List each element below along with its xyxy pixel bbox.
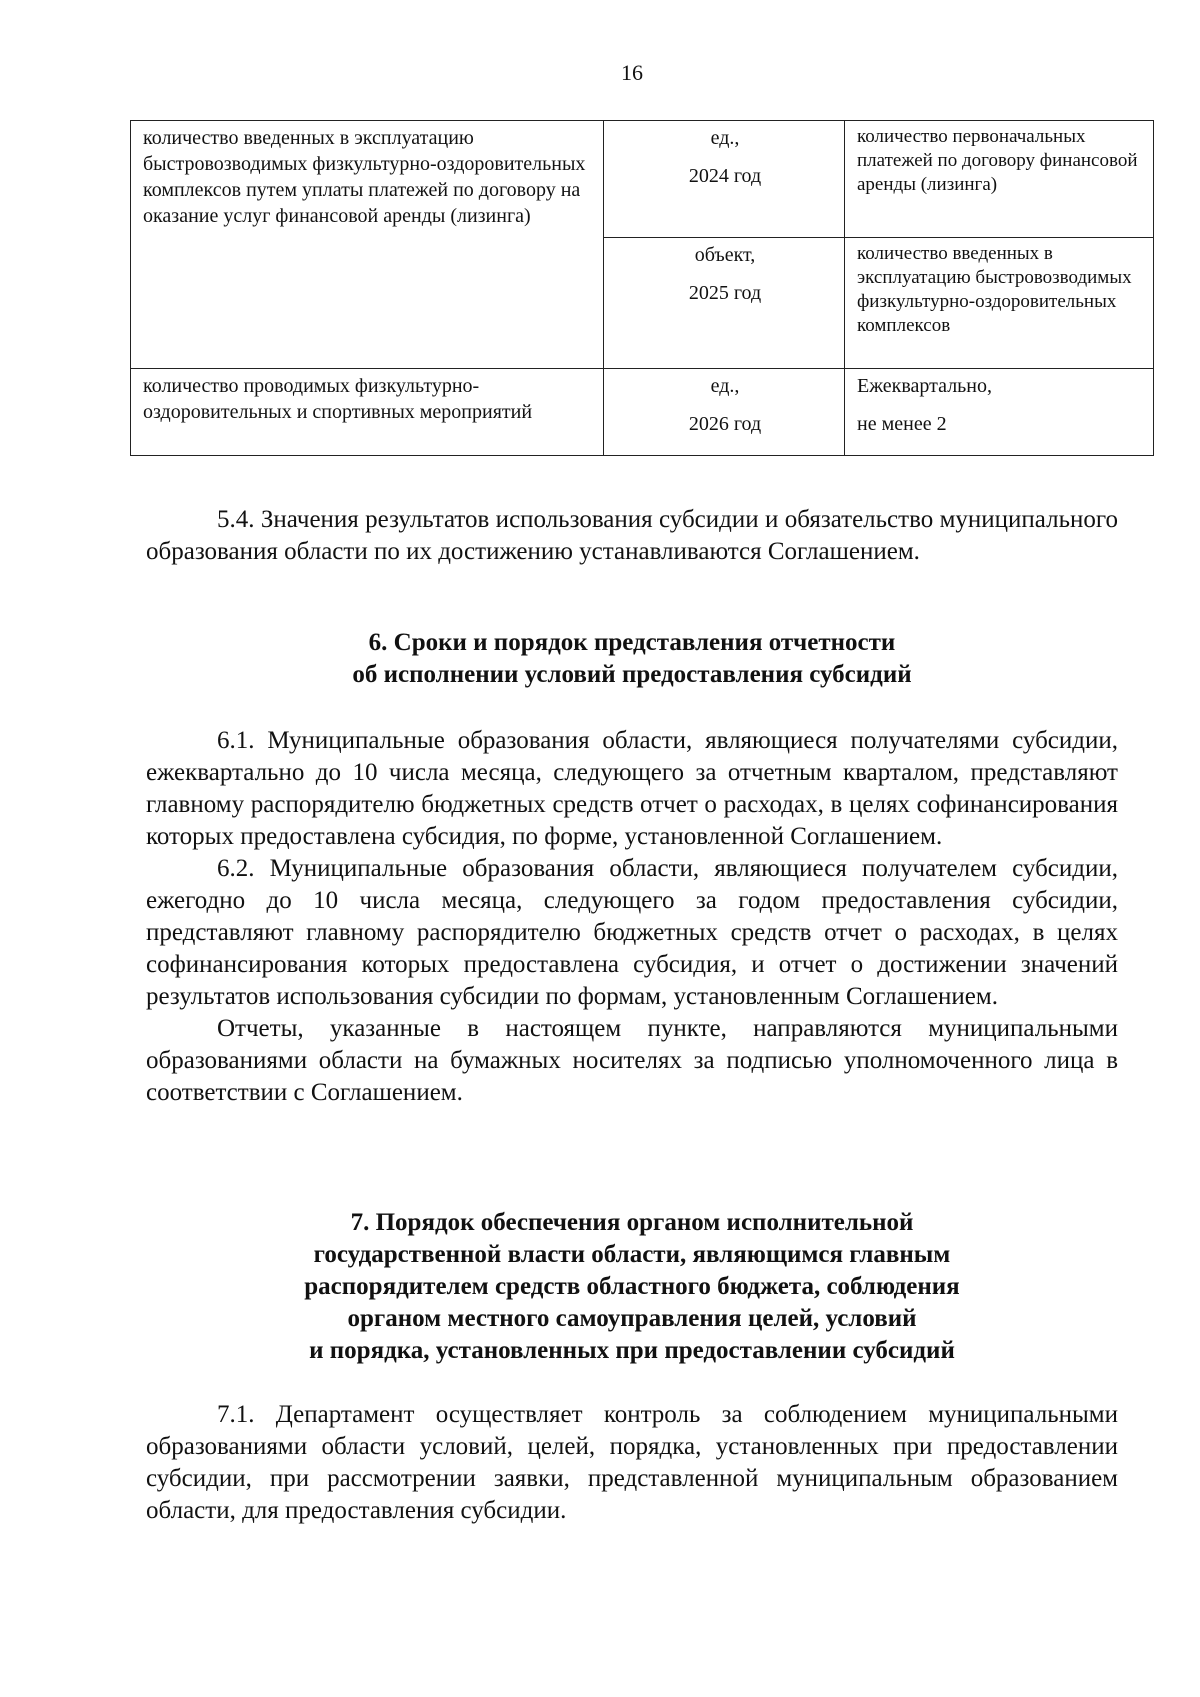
unit-label: ед., [710,127,740,149]
section-6-body [146,725,1118,1109]
paragraph-6-1: 6.1. Муниципальные образования области, являющиеся получателями субсидии, ежеквартально до 10 числа месяца, следующего за отчетным кварталом, представляют главному распорядителю бюджетных средств отчет о расходах, в целях софинансирования которых предоставлена субсидия, по форме, установленной Соглашением. [146,727,1118,850]
unit-year-cell [604,369,845,456]
indicator-cell: количество введенных в эксплуатацию быстровозводимых физкультурно-оздоровительных комплексов путем уплаты платежей по договору на оказание услуг финансовой аренды (лизинга) [131,121,604,369]
heading-line: распорядителем средств областного бюджета, соблюдения [304,1273,960,1300]
minimum-value-label: не менее 2 [857,413,947,435]
heading-line: 6. Сроки и порядок представления отчетности [368,629,896,656]
heading-line: об исполнении условий предоставления субсидий [352,661,912,688]
year-label: 2025 год [688,282,762,304]
frequency-label: Ежеквартально, [857,375,992,397]
table-row [131,121,1154,238]
table-row [131,369,1154,456]
heading-line: органом местного самоуправления целей, условий [347,1305,917,1332]
section-6-heading [146,627,1118,691]
year-label: 2024 год [688,165,762,187]
value-cell [845,369,1154,456]
unit-year-cell [604,121,845,238]
value-cell: количество введенных в эксплуатацию быстровозводимых физкультурно-оздоровительных комплексов [845,238,1154,369]
heading-line: государственной власти области, являющимся главным [313,1241,951,1268]
paragraph-5-4-block [146,504,1118,568]
heading-line: и порядка, установленных при предоставлении субсидий [309,1337,955,1364]
paragraph-5-4: 5.4. Значения результатов использования субсидии и обязательство муниципального образования области по их достижению устанавливаются Соглашением. [146,506,1118,565]
results-table [130,120,1154,456]
section-7-body [146,1399,1118,1527]
unit-year-cell [604,238,845,369]
unit-label: ед., [710,375,740,397]
year-label: 2026 год [688,413,762,435]
unit-label: объект, [694,244,756,266]
paragraph-6-2: 6.2. Муниципальные образования области, являющиеся получателем субсидии, ежегодно до 10 числа месяца, следующего за годом предоставления субсидии, представляют главному распорядителю бюджетных средств отчет о расходах, в целях софинансирования которых предоставлена субсидия, и отчет о достижении значений результатов использования субсидии по формам, установленным Соглашением. [146,855,1118,1010]
paragraph-6-reports: Отчеты, указанные в настоящем пункте, направляются муниципальными образованиями области на бумажных носителях за подписью уполномоченного лица в соответствии с Соглашением. [146,1015,1118,1106]
indicator-cell: количество проводимых физкультурно-оздоровительных и спортивных мероприятий [131,369,604,456]
paragraph-7-1: 7.1. Департамент осуществляет контроль за соблюдением муниципальными образованиями области условий, целей, порядка, установленных при предоставлении субсидии, при рассмотрении заявки, представленной муниципальным образованием области, для предоставления субсидии. [146,1401,1118,1524]
heading-line: 7. Порядок обеспечения органом исполнительной [350,1209,914,1236]
value-cell: количество первоначальных платежей по договору финансовой аренды (лизинга) [845,121,1154,238]
page-number: 16 [621,60,643,85]
section-7-heading [146,1207,1118,1367]
